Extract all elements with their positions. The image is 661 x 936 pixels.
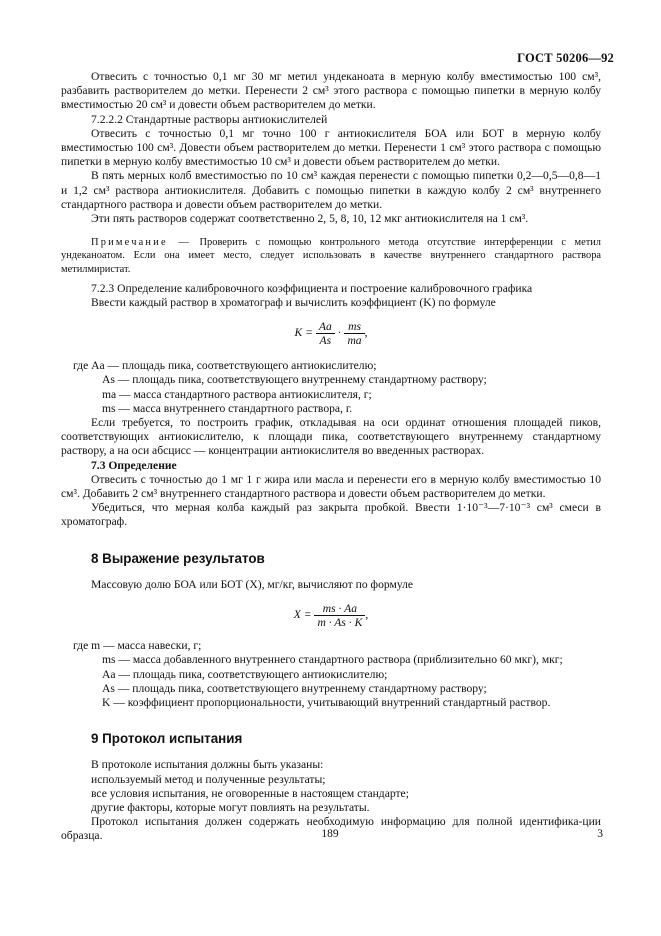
fraction: [316, 320, 335, 347]
paragraph: Ввести каждый раствор в хроматограф и вычислить коэффициент (K) по формуле: [91, 296, 496, 310]
formula-tail: ,: [365, 608, 369, 622]
formula-lhs: X =: [293, 608, 312, 622]
paragraph: В пять мерных колб вместимостью по 10 см³ каждая перенести с помощью пипетки 0,2—0,5—0,8—1 и 1,2 см³ раствора антиокислителя. Добавить с помощью пипетки в каждую колбу 2 см³ внутреннего стандартного раствора и довести объем растворителем до метки.: [61, 169, 601, 211]
section-heading: 9 Протокол испытания: [91, 731, 243, 747]
paragraph: Убедиться, что мерная колба каждый раз закрыта пробкой. Ввести 1·10⁻³—7·10⁻³ см³ смеси в хроматограф.: [61, 501, 601, 529]
variable-list: [73, 639, 601, 710]
multiply-sign: ·: [337, 326, 342, 340]
variable-line: ms — масса внутреннего стандартного раствора, г.: [102, 401, 353, 415]
formula-x: [61, 602, 601, 629]
formula-tail: ,: [364, 326, 368, 340]
variable-line: As — площадь пика, соответствующего внутреннему стандартному раствору;: [102, 681, 487, 695]
paragraph: Отвесить с точностью 0,1 мг 30 мг метил ундеканоата в мерную колбу вместимостью 100 см³, разбавить растворителем до метки. Перенести 2 см³ этого раствора с помощью пипетки в мерную колбу вместимостью 20 см³ и довести объем растворителем до метки.: [61, 70, 601, 112]
variable-line: ms — масса добавленного внутреннего стандартного раствора (приблизительно 60 мкг), мкг;: [102, 653, 563, 667]
paragraph: Если требуется, то построить график, откладывая на оси ординат отношения площадей пиков, соответствующих антиокислителю, к площади пика, соответствующего внутреннему стандартному раствору, а на оси абсцисс — концентрации антиокислителя во введенных растворах.: [61, 416, 601, 458]
paragraph: Протокол испытания должен содержать необходимую информацию для полной идентифика-ции образца.: [61, 815, 601, 843]
document-id: ГОСТ 50206—92: [517, 51, 614, 65]
denominator: ma: [347, 334, 362, 348]
fraction: [314, 602, 365, 629]
paragraph: Эти пять растворов содержат соответственно 2, 5, 8, 10, 12 мкг антиокислителя на 1 см³.: [91, 212, 529, 226]
subsection-heading: 7.2.3 Определение калибровочного коэффициента и построение калибровочного графика: [91, 281, 533, 295]
denominator: As: [319, 334, 332, 348]
variable-list: [73, 359, 601, 416]
variable-line: As — площадь пика, соответствующего внутреннему стандартному раствору;: [102, 373, 487, 387]
subsection-heading: 7.3 Определение: [91, 458, 177, 472]
list-line: все условия испытания, не оговоренные в настоящем стандарте;: [91, 786, 409, 800]
list-line: другие факторы, которые могут повлиять на результаты.: [91, 800, 370, 814]
paragraph: Массовую долю БОА или БОТ (X), мг/кг, вычисляют по формуле: [91, 577, 414, 591]
numerator: ms: [344, 320, 364, 334]
list-line: В протоколе испытания должны быть указаны:: [91, 758, 324, 772]
paragraph: Отвесить с точностью 0,1 мг точно 100 г антиокислителя БОА или БОТ в мерную колбу вместимостью 100 см³. Довести объем растворителем до метки. Перенести 1 см³ этого раствора с помощью пипетки в мерную колбу вместимостью 10 см³ и довести объем растворителем до метки.: [61, 126, 601, 169]
variable-line: ma — масса стандартного раствора антиокислителя, г;: [102, 387, 372, 401]
variable-line: Aa — площадь пика, соответствующего антиокислителю;: [102, 667, 388, 681]
section-heading: 8 Выражение результатов: [91, 550, 265, 566]
numerator: Aa: [316, 320, 335, 334]
formula-lhs: K =: [294, 326, 313, 340]
variable-line: K — коэффициент пропорциональности, учитывающий внутренний стандартный раствор.: [102, 695, 551, 709]
formula-k: [61, 320, 601, 347]
numerator: ms · Aa: [314, 602, 365, 616]
variable-line: где Aa — площадь пика, соответствующего антиокислителю;: [73, 359, 377, 373]
list-line: используемый метод и полученные результаты;: [91, 772, 326, 786]
note-text: Проверить с помощью контрольного метода отсутствие интерференции с метил ундеканоатом. Если она имеет место, следует использовать в качестве внутреннего стандартного раствора метилмиристат.: [61, 237, 601, 275]
note-label: Примечание —: [91, 237, 192, 249]
page-number-right: 3: [597, 828, 603, 840]
paragraph: Отвесить с точностью до 1 мг 1 г жира или масла и перенести его в мерную колбу вместимостью 10 см³. Добавить 2 см³ внутреннего стандартного раствора и довести объем растворителем до метки.: [61, 472, 601, 501]
variable-line: где m — масса навески, г;: [73, 639, 202, 653]
denominator: m · As · K: [317, 616, 363, 630]
note: [61, 236, 601, 276]
subsection-heading: 7.2.2.2 Стандартные растворы антиокислителей: [91, 112, 328, 126]
page-number-center: 189: [321, 828, 339, 840]
fraction: [344, 320, 364, 347]
page-content: [61, 70, 601, 844]
